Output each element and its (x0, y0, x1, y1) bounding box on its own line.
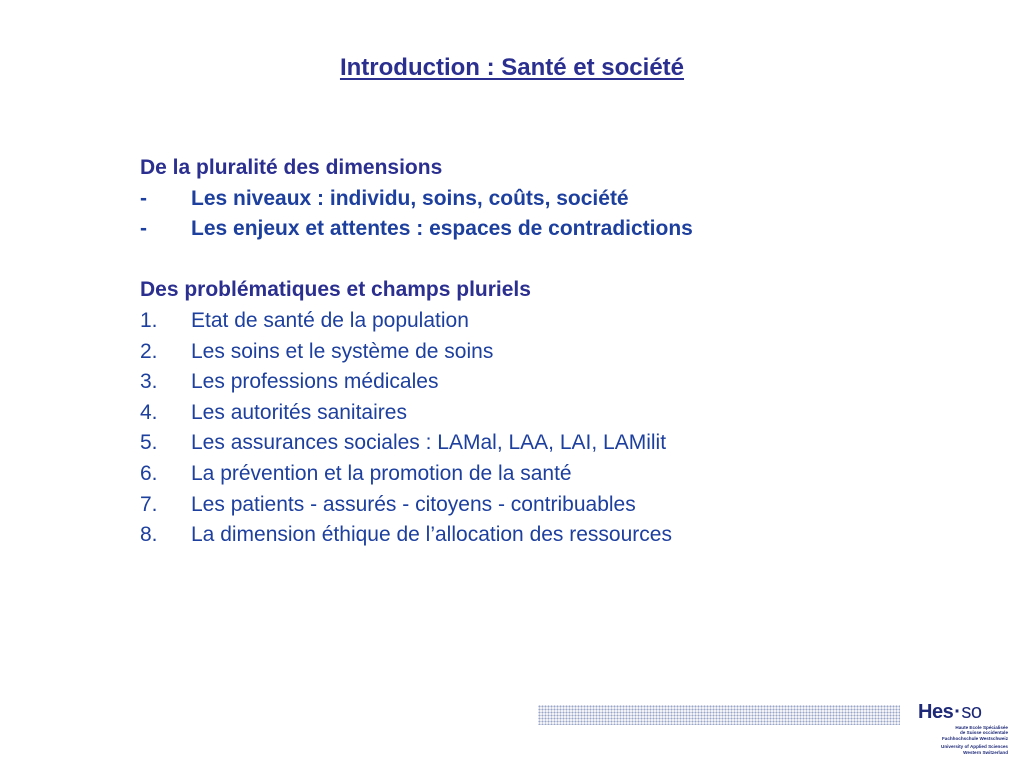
logo-subtitle (912, 725, 1008, 755)
spacer (140, 245, 693, 276)
logo-name-separator: · (954, 701, 961, 723)
list-item-text: Les professions médicales (191, 370, 439, 394)
dot-pattern-decoration (538, 705, 900, 725)
list-item (140, 184, 693, 215)
list-item (140, 214, 693, 245)
logo-line: Western Switzerland (963, 749, 1008, 755)
list-marker: 4. (140, 400, 158, 424)
list-item-text: La prévention et la promotion de la santé (191, 461, 572, 485)
list-item-text: Etat de santé de la population (191, 308, 469, 332)
list-item-text: Les patients - assurés - citoyens - contribuables (191, 492, 636, 516)
list-item-text: La dimension éthique de l’allocation des ressources (191, 523, 672, 547)
list-item (140, 428, 693, 459)
logo-line: University of Applied Sciences (941, 744, 1008, 750)
list-marker: - (140, 186, 147, 210)
list-marker: 8. (140, 523, 158, 547)
list-marker: 6. (140, 461, 158, 485)
footer-branding (538, 701, 1008, 755)
section-heading-problematiques: Des problématiques et champs pluriels (140, 278, 531, 302)
list-item (140, 367, 693, 398)
logo-wordmark (918, 701, 982, 724)
logo-name-main: Hes (918, 701, 954, 723)
slide-content (140, 153, 693, 551)
logo-name-suffix: so (961, 701, 982, 723)
slide-title: Introduction : Santé et société (339, 54, 685, 81)
list-marker: - (140, 217, 147, 241)
list-item (140, 306, 693, 337)
list-item (140, 459, 693, 490)
list-marker: 7. (140, 492, 158, 516)
section-heading-dimensions: De la pluralité des dimensions (140, 156, 443, 179)
list-marker: 5. (140, 431, 158, 455)
logo-line: de Suisse occidentale (960, 730, 1008, 736)
list-item (140, 490, 693, 521)
list-item (140, 398, 693, 429)
list-item-text: Les enjeux et attentes : espaces de contradictions (191, 217, 693, 241)
list-item-text: Les autorités sanitaires (191, 400, 407, 424)
list-item-text: Les niveaux : individu, soins, coûts, société (191, 186, 629, 210)
hes-so-logo (910, 701, 1008, 755)
list-marker: 3. (140, 370, 158, 394)
list-item (140, 337, 693, 368)
logo-line: Fachhochschule Westschweiz (941, 735, 1008, 741)
list-marker: 2. (140, 339, 158, 363)
list-item-text: Les soins et le système de soins (191, 339, 494, 363)
logo-line: Haute Ecole Spécialisée (955, 725, 1008, 730)
list-item (140, 520, 693, 551)
list-marker: 1. (140, 308, 158, 332)
list-item-text: Les assurances sociales : LAMal, LAA, LAI, LAMilit (191, 431, 667, 455)
